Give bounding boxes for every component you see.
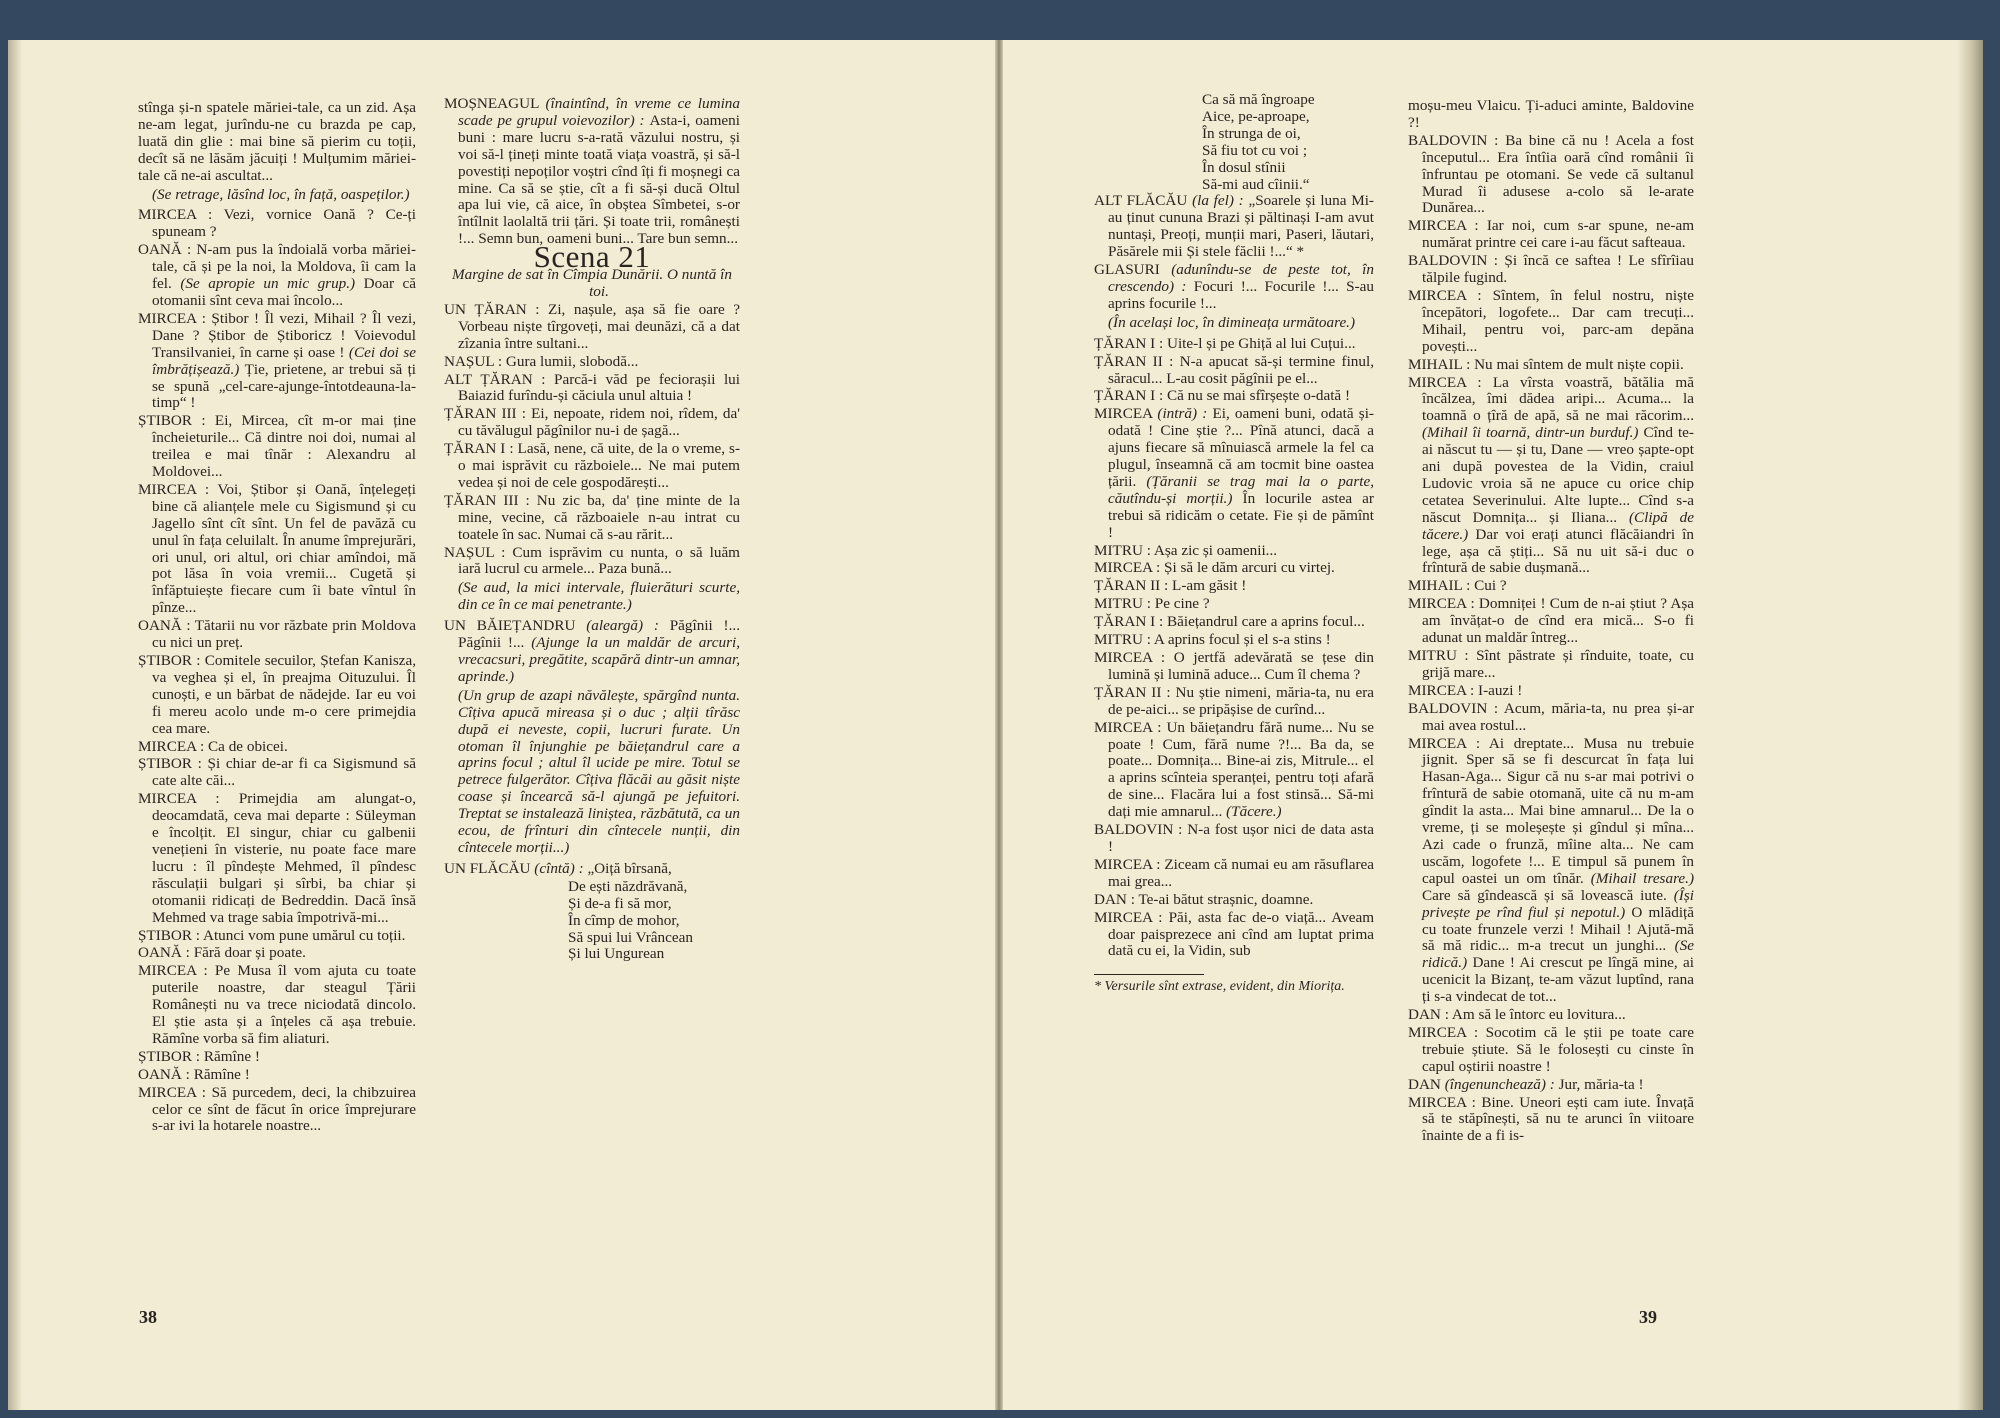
- dialogue-line: [1094, 262, 1374, 313]
- dialogue-text: La vîrsta voastră, bătălia mă încălzea, îmi dădea aripi... Acuma... la toamnă o țîră de apă, să ne mai răcorim...: [1422, 373, 1694, 425]
- inline-stage-direction: (Tăcere.): [1222, 803, 1282, 821]
- dialogue-text: Cum isprăvim cu nunta, o să luăm iară lucrul cu armele... Paza bună...: [458, 543, 740, 578]
- inline-stage-direction: (cîntă) :: [534, 859, 588, 877]
- speaker-name: MIRCEA :: [1408, 217, 1487, 235]
- right-page: [1003, 40, 1983, 1410]
- dialogue-text: Asta-i, oameni buni : mare lucru s-a-rată văzului nostru, și voi să-l țineți minte toată viața voastră, și să-l povestiți nepoților voștri cînd îți fi moșnegi ca mine. Ca să se știe, cît a fi să-și ducă Oltul apa lui vie, că aice, în obștea Sîmbetei, s-or întîlnit laolaltă trii țări. Și toate trii, românești !... Semn bun, oameni buni... Tare bun semn...: [458, 111, 740, 248]
- speaker-name: MIRCEA :: [1094, 855, 1165, 873]
- speaker-name: BALDOVIN :: [1408, 131, 1506, 149]
- dialogue-line: [138, 945, 416, 962]
- dialogue-text: Păgînii !... Păgînii !...: [458, 617, 741, 652]
- stage-direction: (În același loc, în dimineața următoare.): [1108, 313, 1356, 331]
- inline-stage-direction: (Se apropie un mic grup.): [171, 275, 364, 293]
- verse-line: Aice, pe-aproape,: [1202, 107, 1310, 125]
- dialogue-text: Bine. Uneori ești cam iute. Învață să te stăpînești, să nu te arunci în viitoare înainte de a fi is-: [1422, 1093, 1695, 1145]
- dialogue-text: Jur, măria-ta !: [1558, 1075, 1644, 1093]
- dialogue-line: [1408, 357, 1694, 374]
- scene-location: Margine de sat în Cîmpia Dunării. O nuntă în toi.: [452, 266, 732, 300]
- dialogue-text: Cui ?: [1474, 577, 1507, 595]
- dialogue-line: [138, 739, 416, 756]
- left-column-2: [444, 96, 740, 963]
- speaker-name: ȚĂRAN II :: [1094, 683, 1176, 701]
- dialogue-text: Iar noi, cum s-ar spune, ne-am numărat printre cei care i-au făcut safteaua.: [1422, 217, 1695, 252]
- speaker-name: MIRCEA :: [138, 790, 239, 808]
- dialogue-text: Acum, măria-ta, nu prea și-ar mai avea rostul...: [1422, 699, 1694, 734]
- speaker-name: UN BĂIEȚANDRU: [444, 617, 587, 635]
- dialogue-line: [1094, 892, 1374, 909]
- dialogue-text: Parcă-i văd pe feciorașii lui Baiazid furîndu-și căciula unul altuia !: [458, 370, 740, 405]
- inline-stage-direction: (înaintînd, în vreme ce lumina scade pe grupul voievozilor) :: [458, 95, 740, 129]
- dialogue-line: [1094, 193, 1374, 261]
- verse-line: De ești năzdrăvană,: [568, 877, 688, 895]
- inline-stage-direction: (Mihail tresare.): [1583, 869, 1695, 887]
- speaker-name: MIRCEA :: [1094, 649, 1174, 666]
- speaker-name: MIRCEA :: [138, 206, 224, 224]
- dialogue-text: I-auzi !: [1478, 681, 1523, 699]
- inline-stage-direction: (îngenunchează) :: [1444, 1075, 1559, 1093]
- inline-stage-direction: (Țăranii se trag mai la o parte, căutîndu-și morții.): [1108, 472, 1374, 507]
- speaker-name: NAȘUL :: [444, 543, 513, 561]
- dialogue-line: [138, 1067, 416, 1084]
- dialogue-line: [1408, 1095, 1694, 1146]
- dialogue-line: [1408, 1025, 1694, 1076]
- dialogue-text: Comitele secuilor, Ștefan Kanisza, va veghea și el, în preajma Oituzului. Îl cunoști, e un bărbat de nădejde. Iar eu voi fi mereu acolo unde m-o cere primejdia cea mare.: [152, 652, 417, 737]
- dialogue-text: Dane ! Ai crescut pe lîngă mine, ai ucenicit la Bizanț, te-am văzut luptînd, rana ți s-a vindecat de tot...: [1422, 954, 1695, 1006]
- book-gutter: [995, 40, 1003, 1410]
- page-number-right: 39: [1639, 1307, 1657, 1327]
- dialogue-line: [1408, 578, 1694, 595]
- dialogue-line: [1094, 857, 1374, 891]
- speaker-name: MIRCEA :: [1094, 718, 1167, 736]
- speaker-name: BALDOVIN :: [1408, 699, 1504, 717]
- speaker-name: DAN :: [1408, 1006, 1452, 1024]
- dialogue-text: Și încă ce saftea ! Le sfîrîiau tălpile fugind.: [1422, 252, 1694, 287]
- dialogue-line: [1408, 648, 1694, 682]
- dialogue-line: [1408, 288, 1694, 356]
- stage-direction: (Un grup de azapi năvălește, spărgînd nunta. Cîțiva apucă mireasa și o duc ; alții tîrăsc după ei neveste, copii, lucruri furate. Un otoman îl înjunghie pe băiețandrul care a aprins focul ; altul îl ucide pe mire. Totul se petrece fulgerător. Cîțiva flăcăi au găsit niște coase și încearcă să-l ajungă pe jefuitori. Treptat se instalează liniștea, răzbătută, ca un ecou, de frînturi din cîntecele nunții, din cîntecele morții...): [458, 686, 740, 856]
- dialogue-line: [1094, 560, 1374, 577]
- dialogue-text: N-a apucat să-și termine finul, săracul... L-au cosit păgînii pe el...: [1108, 352, 1374, 387]
- speaker-name: MIHAIL :: [1408, 577, 1475, 595]
- speaker-name: ȘTIBOR :: [138, 755, 208, 773]
- dialogue-line: [1094, 354, 1374, 388]
- inline-stage-direction: (Se ridică.): [1422, 937, 1694, 972]
- footnote: * Versurile sînt extrase, evident, din Miorița.: [1094, 979, 1345, 995]
- speaker-name: MIRCEA :: [1408, 1023, 1486, 1041]
- speaker-name: MIRCEA: [1094, 405, 1158, 423]
- dialogue-continuation: stînga și-n spatele măriei-tale, ca un zid. Așa ne-am legat, jurîndu-ne cu brazda pe cap, luată din glie : mai bine să pierim cu toții, decît să ne lăsăm jăcuiți ! Mulțumim măriei-tale că ne-ai ascultat...: [138, 99, 416, 184]
- verse-line: Să spui lui Vrâncean: [568, 928, 693, 946]
- dialogue-text: Zi, nașule, așa să fie oare ? Vorbeau niște tîrgoveți, mai deunăzi, că a dat zîzania între sultani...: [458, 300, 741, 352]
- speaker-name: ȘTIBOR :: [138, 926, 203, 944]
- inline-stage-direction: (adunîndu-se de peste tot, în crescendo) :: [1108, 261, 1374, 295]
- dialogue-line: [1094, 406, 1374, 541]
- inline-stage-direction: (aleargă) :: [586, 617, 670, 635]
- speaker-name: MITRU :: [1094, 541, 1154, 559]
- dialogue-line: [138, 207, 416, 241]
- dialogue-text: Focuri !... Focurile !... S-au aprins focurile !...: [1108, 277, 1374, 312]
- speaker-name: DAN: [1408, 1075, 1445, 1093]
- dialogue-text: N-a fost ușor nici de data asta !: [1108, 821, 1374, 855]
- verse-line: În strunga de oi,: [1202, 124, 1301, 142]
- speaker-name: MOȘNEAGUL: [444, 95, 546, 112]
- dialogue-text: Ca de obicei.: [208, 737, 288, 755]
- dialogue-text: Știbor ! Îl vezi, Mihail ? Îl vezi, Dane ? Știbor de Știboricz ! Voievodul Transilvaniei, în carne și oase !: [152, 309, 416, 361]
- dialogue-text: „Soarele și luna Mi-au ținut cununa Brazi și păltinași I-am avut nuntași, Preoți, munții mari, Paseri, lăutari, Păsărele mii Și stele făclii !...“ *: [1108, 192, 1374, 261]
- dialogue-text: Primejdia am alungat-o, deocamdată, ceva mai departe : Süleyman e încolțit. El singur, chiar cu galbenii venețieni în visterie, nu poate face mare lucru : îl pîndește Mehmed, îl pîndesc răsculații bulgari și sîrbi, ba chiar și otomanii ridicați de Bedreddin. Dacă însă Mehmed va trage sabia împotrivă-mi...: [152, 790, 416, 926]
- right-column-1: [1094, 92, 1374, 996]
- dialogue-text: Așa zic și oamenii...: [1153, 541, 1278, 559]
- speaker-name: MIRCEA :: [138, 962, 215, 980]
- dialogue-text: Ba bine că nu ! Acela a fost începutul... Era întîia oară cînd românii îi înfruntau pe otomani. Se vede că sultanul Murad îi adusese a-colo să le-arate Dunărea...: [1422, 131, 1694, 217]
- speaker-name: MIRCEA :: [1408, 373, 1493, 391]
- speaker-name: MIRCEA :: [138, 1083, 212, 1101]
- book-spread: [8, 40, 1983, 1410]
- dialogue-line: [1094, 720, 1374, 821]
- page-number-left: 38: [139, 1307, 157, 1327]
- dialogue-line: [444, 302, 740, 353]
- speaker-name: ȘTIBOR :: [138, 652, 205, 669]
- dialogue-text: Fără doar și poate.: [193, 944, 306, 962]
- dialogue-text: Care să gîndească și să lovească iute.: [1422, 886, 1667, 904]
- speaker-name: MIRCEA :: [1094, 908, 1169, 926]
- dialogue-text: Și să le dăm arcuri cu virtej.: [1164, 559, 1335, 577]
- dialogue-line: [1408, 1077, 1694, 1094]
- speaker-name: MIRCEA :: [1408, 286, 1493, 304]
- dialogue-text: Un băiețandru fără nume... Nu se poate ! Cum, fără nume ?!... Ba da, se poate... Domnița... Bine-ai zis, Mitrule... el a aprins scînteia speranței, pentru toți afară de sine... Flacăra lui a fost stinsă... Să-mi dați mie amnarul...: [1108, 718, 1374, 821]
- speaker-name: OANĂ :: [138, 944, 194, 962]
- dialogue-line: [1408, 133, 1694, 218]
- left-column-1: [138, 100, 416, 1136]
- dialogue-line: [1094, 632, 1374, 649]
- dialogue-text: Ziceam că numai eu am răsuflarea mai grea...: [1108, 855, 1374, 890]
- speaker-name: OANĂ :: [138, 617, 195, 635]
- verse-line: În dosul stînii: [1202, 158, 1286, 176]
- right-column-2: [1408, 98, 1694, 1146]
- dialogue-text: Dar voi erați atunci flăcăiandri în lege, așa că știți... Să nu uit să-i duc o frîntură de sabie dușmană...: [1422, 525, 1694, 577]
- inline-stage-direction: (Clipă de tăcere.): [1422, 508, 1694, 543]
- dialogue-text: Sîntem, în felul nostru, niște începători, logofete... Dar cam trecuți... Mihail, pentru voi, parc-am depăna povești...: [1422, 286, 1694, 355]
- speaker-name: MIRCEA :: [1408, 1093, 1482, 1111]
- dialogue-line: [1408, 1007, 1694, 1024]
- dialogue-text: Pe cine ?: [1154, 595, 1210, 613]
- dialogue-text: O jertfă adevărată se țese din lumină și lumină aduce... Cum îl chema ?: [1108, 649, 1374, 683]
- speaker-name: ALT ȚĂRAN :: [444, 370, 555, 388]
- speaker-name: ȚĂRAN III :: [444, 491, 537, 509]
- verse-line: Și lui Ungurean: [568, 945, 665, 963]
- verse-line: Să-mi aud cîinii.“: [1202, 175, 1310, 193]
- dialogue-text: Socotim că le știi pe toate care trebuie știute. Să le folosești cu cinste în capul oștirii noastre !: [1422, 1023, 1694, 1075]
- dialogue-text: Gura lumii, slobodă...: [505, 352, 639, 370]
- dialogue-text: Domniței ! Cum de n-ai știut ? Așa am învățat-o de cînd era mică... S-o fi adunat un maldăr întreg...: [1422, 595, 1694, 647]
- dialogue-line: [138, 963, 416, 1048]
- dialogue-line: [1094, 336, 1374, 353]
- dialogue-line: [1408, 596, 1694, 647]
- dialogue-line: [444, 861, 740, 878]
- speaker-name: ȚĂRAN II :: [1094, 577, 1173, 595]
- dialogue-text: A aprins focul și el s-a stins !: [1153, 631, 1331, 649]
- dialogue-text: L-am găsit !: [1172, 577, 1247, 595]
- dialogue-text: „Oiță bîrsană,: [587, 859, 672, 877]
- dialogue-line: [138, 1049, 416, 1066]
- dialogue-text: Am să le întorc eu lovitura...: [1451, 1006, 1626, 1024]
- dialogue-line: [1094, 910, 1374, 961]
- speaker-name: MIHAIL :: [1408, 355, 1475, 373]
- speaker-name: BALDOVIN :: [1408, 252, 1505, 270]
- dialogue-text: Ei, oameni buni, odată și-odată ! Cine știe ?... Pînă atunci, dacă a ajuns fiecare să mînuiască armele la fel ca plugul, înseamnă că am tocmit bine oastea țării.: [1108, 405, 1374, 490]
- dialogue-line: [1408, 375, 1694, 578]
- dialogue-line: [444, 96, 740, 248]
- speaker-name: ȚĂRAN II :: [1094, 352, 1180, 370]
- speaker-name: ȚĂRAN I :: [1094, 387, 1167, 405]
- dialogue-line: [138, 791, 416, 926]
- left-page-edge: [8, 40, 22, 1410]
- verse-line: Să fiu tot cu voi ;: [1202, 141, 1308, 159]
- verse-line: Ca să mă îngroape: [1202, 91, 1315, 108]
- dialogue-line: [1094, 388, 1374, 405]
- dialogue-line: [1408, 683, 1694, 700]
- dialogue-text: Te-ai bătut strașnic, doamne.: [1138, 890, 1314, 908]
- dialogue-text: Ei, nepoate, ridem noi, rîdem, da' cu tăvălugul păgînilor nu-i de șagă...: [458, 405, 740, 440]
- dialogue-line: [138, 653, 416, 738]
- dialogue-line: [138, 618, 416, 652]
- speaker-name: ȚĂRAN I :: [1094, 334, 1167, 352]
- inline-stage-direction: (Ajunge la un maldăr de arcuri, vrecacsuri, pregătite, scapără dintr-un amnar, aprinde.): [458, 634, 740, 685]
- speaker-name: OANĂ :: [138, 241, 197, 259]
- speaker-name: MIRCEA :: [138, 480, 218, 498]
- dialogue-text: Ai dreptate... Musa nu trebuie jignit. Sper să se fi descurcat în fața lui Hasan-Aga... Sigur că nu s-ar mai potrivi o frîntură de sabie otomană, uite că nu m-am gîndit la asta... Mai bine amnarul... De la o vreme, ți se moleșește și gîndul și mîna... Azi cade o frunză, mîine alta... Ne cam uscăm, logofete !... E timpul să punem în capul oastei un om tînăr.: [1422, 734, 1694, 887]
- dialogue-text: În locurile astea ar trebui să ridicăm o cetate. Fie și de pămînt !: [1108, 489, 1374, 541]
- dialogue-text: Că nu se mai sfîrșește o-dată !: [1166, 387, 1351, 405]
- dialogue-line: [444, 545, 740, 579]
- speaker-name: MITRU :: [1094, 631, 1154, 649]
- verse-line: Și de-a fi să mor,: [568, 894, 672, 912]
- speaker-name: MIRCEA :: [138, 309, 212, 327]
- dialogue-text: Pe Musa îl vom ajuta cu toate puterile noastre, dar steagul Țării Românești nu va trece niciodată dincolo. El știe asta și a înțeles că așa trebuie. Rămîne vorba să fim aliaturi.: [152, 962, 416, 1047]
- footnote-rule: [1094, 974, 1204, 975]
- stage-direction: (Se aud, la mici intervale, fluierături scurte, din ce în ce mai penetrante.): [458, 579, 740, 614]
- speaker-name: UN ȚĂRAN :: [444, 300, 549, 318]
- speaker-name: ȚĂRAN III :: [444, 405, 532, 423]
- inline-stage-direction: (la fel) :: [1192, 192, 1249, 210]
- dialogue-text: Cînd te-ai născut tu — și tu, Dane — vreo șapte-opt ani după povestea de la Vidin, craiul Ludovic vroia să ne apuce cu orice chip cetatea Severinului. Alte lupte... Cînd s-a născut Domnița... și Iliana...: [1422, 424, 1694, 526]
- speaker-name: MIRCEA :: [1094, 559, 1165, 577]
- verse-line: În cîmp de mohor,: [568, 911, 680, 929]
- dialogue-line: [1408, 736, 1694, 1007]
- speaker-name: ȚĂRAN I :: [444, 440, 518, 458]
- dialogue-line: [138, 242, 416, 310]
- dialogue-text: Vezi, vornice Oană ? Ce-ți spuneam ?: [152, 206, 416, 241]
- speaker-name: MITRU :: [1408, 647, 1477, 664]
- dialogue-line: [138, 1085, 416, 1136]
- speaker-name: MITRU :: [1094, 595, 1155, 613]
- speaker-name: MIRCEA :: [138, 737, 209, 755]
- speaker-name: ȚĂRAN I :: [1094, 613, 1167, 631]
- dialogue-line: [138, 756, 416, 790]
- dialogue-text: Lasă, nene, că uite, de la o vreme, s-o mai isprăvit cu războiele... Ne mai putem vedea și noi de cele gospodărești...: [458, 440, 740, 491]
- speaker-name: MIRCEA :: [1408, 595, 1479, 613]
- dialogue-text: Sînt păstrate și rînduite, toate, cu grijă mare...: [1422, 647, 1695, 681]
- dialogue-text: Rămîne !: [193, 1065, 250, 1083]
- dialogue-text: Și chiar de-ar fi ca Sigismund să cate alte căi...: [152, 755, 417, 790]
- dialogue-line: [444, 441, 740, 492]
- dialogue-line: [1094, 596, 1374, 613]
- dialogue-line: [1408, 701, 1694, 735]
- dialogue-line: [1094, 578, 1374, 595]
- dialogue-line: [138, 928, 416, 945]
- dialogue-line: [444, 406, 740, 440]
- dialogue-text: Tătarii nu vor răzbate prin Moldova cu nici un preț.: [152, 617, 416, 652]
- speaker-name: BALDOVIN :: [1094, 821, 1188, 839]
- dialogue-text: Atunci vom pune umărul cu toții.: [202, 926, 406, 944]
- speaker-name: GLASURI: [1094, 261, 1172, 279]
- dialogue-text: Nu zic ba, da' ține minte de la mine, vecine, că războaiele n-au intrat cu toatele în sac. Numai că s-au rărit...: [458, 491, 741, 543]
- speaker-name: UN FLĂCĂU: [444, 859, 535, 877]
- speaker-name: MIRCEA :: [1408, 681, 1479, 699]
- dialogue-text: Nu știe nimeni, măria-ta, nu era de pe-aici... se pripășise de curînd...: [1108, 683, 1374, 718]
- left-page: [8, 40, 995, 1410]
- dialogue-line: [1094, 822, 1374, 856]
- inline-stage-direction: (Cei doi se îmbrățișează.): [152, 343, 416, 378]
- dialogue-line: [444, 354, 740, 371]
- dialogue-text: Voi, Știbor și Oană, înțelegeți bine că alianțele mele cu Sigismund și cu Jagello sînt cît sînt. Un fel de pavăză cu unul în fața celuilalt. În anume împrejurări, ori unul, ori altul, ori chiar amîndoi, mă pot lăsa în voia vremii... Cugetă și înfăptuiește fiecare cum îi bate vîntul în pînze...: [152, 480, 416, 617]
- speaker-name: ALT FLĂCĂU: [1094, 192, 1193, 210]
- speaker-name: NAȘUL :: [444, 352, 506, 370]
- speaker-name: ȘTIBOR :: [138, 412, 215, 430]
- dialogue-line: [444, 493, 740, 544]
- dialogue-line: [1094, 650, 1374, 684]
- dialogue-text: Doar că otomanii sînt ceva mai încolo...: [152, 275, 416, 309]
- dialogue-text: Ție, prietene, ar trebui să ți se spună „cel-care-ajunge-întotdeauna-la-timp“ !: [152, 360, 417, 412]
- dialogue-text: Uite-l și pe Ghiță al lui Cuțui...: [1166, 334, 1356, 352]
- speaker-name: DAN :: [1094, 890, 1139, 908]
- dialogue-text: Rămîne !: [203, 1047, 260, 1065]
- dialogue-line: [1094, 543, 1374, 560]
- dialogue-line: [1094, 614, 1374, 631]
- inline-stage-direction: (intră) :: [1157, 405, 1213, 423]
- dialogue-line: [444, 618, 740, 686]
- scene-title: Scena 21: [533, 239, 651, 275]
- speaker-name: OANĂ :: [138, 1065, 194, 1083]
- dialogue-line: [138, 311, 416, 412]
- dialogue-text: Ei, Mircea, cît m-or mai ține încheieturile... Că dintre noi doi, numai al treilea e mai tînăr : Alexandru al Moldovei...: [152, 412, 416, 481]
- dialogue-line: [138, 413, 416, 481]
- inline-stage-direction: (Își privește pe rînd fiul și nepotul.): [1422, 886, 1694, 921]
- dialogue-line: [1408, 253, 1694, 287]
- dialogue-text: Nu mai sîntem de mult niște copii.: [1474, 355, 1684, 373]
- dialogue-text: Păi, asta fac de-o viață... Aveam doar paisprezece ani cînd am luptat prima dată cu ei, la Vidin, sub: [1108, 908, 1375, 960]
- dialogue-text: Să purcedem, deci, la chibzuirea celor ce sînt de făcut în orice împrejurare s-ar ivi la hotarele noastre...: [152, 1083, 416, 1135]
- dialogue-line: [1094, 685, 1374, 719]
- dialogue-line: [1408, 218, 1694, 252]
- dialogue-line: [444, 372, 740, 406]
- stage-direction: (Se retrage, lăsînd loc, în față, oaspeților.): [152, 185, 410, 203]
- speaker-name: ȘTIBOR :: [138, 1047, 204, 1065]
- dialogue-line: [138, 482, 416, 617]
- right-page-edge: [1957, 40, 1983, 1410]
- dialogue-text: O mlădiță cu toate frunzele verzi ! Mihail ! Ajută-mă să mă ridic... m-a trecut un junghi...: [1422, 903, 1694, 955]
- dialogue-text: N-am pus la îndoială vorba măriei-tale, că și pe la noi, la Moldova, îi cam la fel.: [152, 241, 416, 293]
- speaker-name: MIRCEA :: [1408, 734, 1489, 752]
- dialogue-text: Băiețandrul care a aprins focul...: [1166, 613, 1365, 631]
- inline-stage-direction: (Mihail îi toarnă, dintr-un burduf.): [1422, 424, 1644, 442]
- dialogue-continuation: moșu-meu Vlaicu. Ți-aduci aminte, Baldovine ?!: [1408, 97, 1694, 131]
